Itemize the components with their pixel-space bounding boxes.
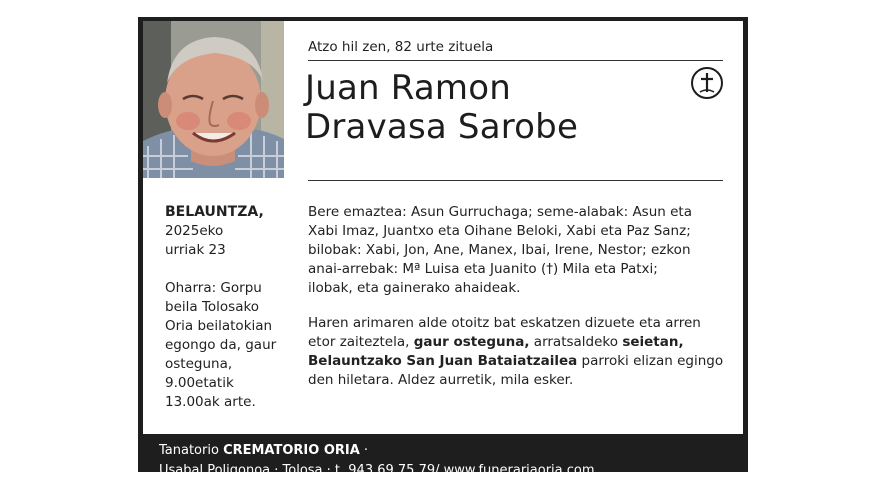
notice-content: [143, 21, 743, 434]
funeral-paragraph: [308, 314, 733, 390]
funeral-text: parroki elizan egingo: [577, 353, 724, 369]
funeral-text: etor zaiteztela,: [308, 334, 414, 350]
cross-icon: [691, 67, 723, 99]
middle-divider: [308, 180, 723, 181]
place-date-column: [165, 203, 285, 412]
funeral-text: arratsaldeko: [529, 334, 623, 350]
age-subtitle: Atzo hil zen, 82 urte zituela: [308, 39, 494, 55]
name-line-1: Juan Ramon: [305, 68, 511, 108]
funeral-line: Haren arimaren alde otoitz bat eskatzen dizuete eta arren: [308, 315, 701, 331]
note-line: 9.00etatik: [165, 375, 234, 391]
family-line: Xabi Imaz, Juantxo eta Oihane Beloki, Xabi eta Paz Sanz;: [308, 223, 691, 239]
funeral-line: den hiletara. Aldez aurretik, mila esker.: [308, 372, 574, 388]
funeral-home-footer: [159, 441, 595, 481]
funeral-time: seietan,: [622, 334, 684, 350]
note-line: Oharra: Gorpu: [165, 280, 262, 296]
deceased-name: [305, 69, 578, 147]
family-line: bilobak: Xabi, Jon, Ane, Manex, Ibai, Irene, Nestor; ezkon: [308, 242, 691, 258]
note-line: Oria beilatokian: [165, 318, 273, 334]
family-paragraph: [308, 203, 733, 298]
year-label: 2025eko: [165, 223, 224, 239]
name-line-2: Dravasa Sarobe: [305, 107, 579, 147]
top-divider: [308, 60, 723, 61]
portrait-photo: [143, 21, 284, 178]
footer-prefix: Tanatorio: [159, 443, 224, 458]
family-line: Bere emaztea: Asun Gurruchaga; seme-alabak: Asun eta: [308, 204, 692, 220]
place-label: BELAUNTZA,: [165, 204, 264, 220]
note-line: 13.00ak arte.: [165, 394, 256, 410]
portrait-illustration: [143, 21, 284, 178]
family-line: anai-arrebak: Mª Luisa eta Juanito (†) Mila eta Patxi;: [308, 261, 658, 277]
date-label: urriak 23: [165, 242, 226, 258]
funeral-day: gaur osteguna,: [413, 334, 530, 350]
notice-body: [308, 203, 733, 406]
funeral-home-contact: Usabal Poligonoa · Tolosa · t. 943 69 75 79/ www.funerariaoria.com: [159, 463, 595, 478]
family-line: ilobak, eta gainerako ahaideak.: [308, 280, 521, 296]
funeral-home-name: CREMATORIO ORIA: [223, 443, 360, 458]
note-line: beila Tolosako: [165, 299, 260, 315]
obituary-notice: [138, 17, 748, 478]
note-line: egongo da, gaur: [165, 337, 277, 353]
funeral-church: Belauntzako San Juan Bataiatzailea: [308, 353, 578, 369]
footer-separator: ·: [359, 443, 369, 458]
note-line: osteguna,: [165, 356, 233, 372]
